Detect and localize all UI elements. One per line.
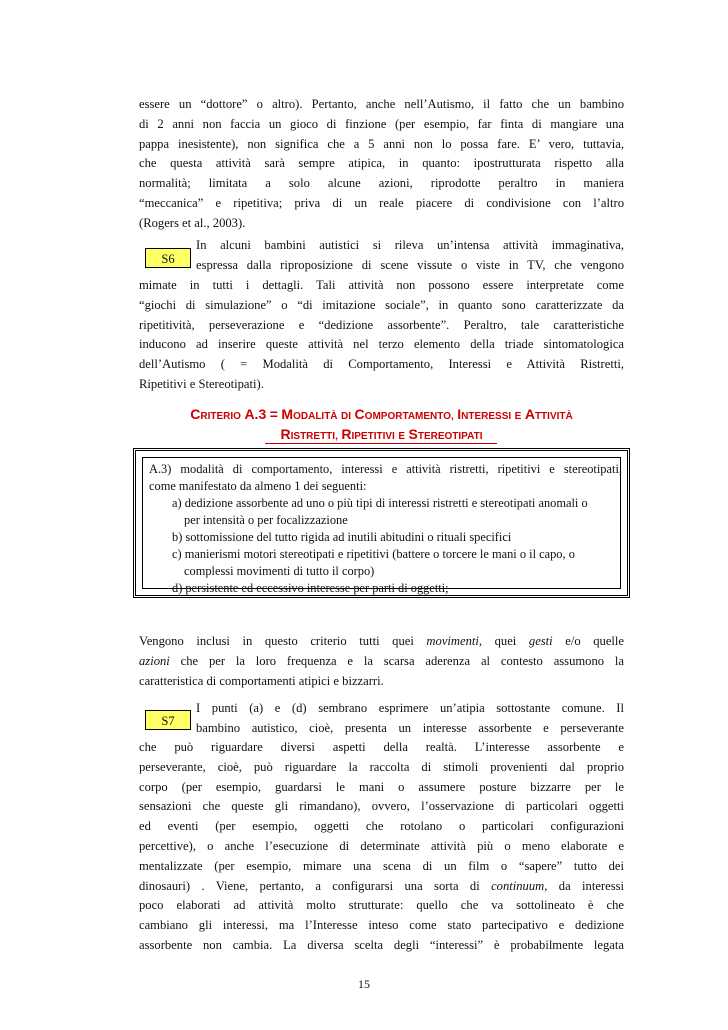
text-line: mentalizzate (per esempio, mimare una scena di un film o “sapere” tutto dei [139, 858, 624, 873]
s7-badge: S7 [145, 710, 191, 730]
text-line: Ripetitivi e Stereotipati). [139, 376, 264, 391]
text-line: I punti (a) e (d) sembrano esprimere un’atipia sottostante comune. Il [196, 701, 624, 715]
criterion-intro-2: come manifestato da almeno 1 dei seguenti: [149, 479, 367, 493]
italic-term: gesti [528, 634, 553, 648]
italic-term: azioni [139, 653, 170, 668]
text-line [139, 652, 624, 672]
criterion-heading-line-1 [139, 405, 624, 426]
heading-word: A.3 [244, 406, 267, 422]
text-run: , quei [478, 634, 529, 648]
heading-word: COMPORTAMENTO, [354, 406, 454, 422]
text-line: che può riguardare diversi aspetti della realtà. L’interesse assorbente e [139, 740, 624, 754]
heading-word: RISTRETTI, [280, 426, 338, 442]
text-line: perseverante, cioè, può riguardare la raccolta di stimoli provenienti dal proprio [139, 759, 624, 774]
s7-paragraph [139, 738, 624, 956]
text-line: che questa attività sarà sempre atipica, in quanto: ipostrutturata rispetto alla [139, 156, 624, 171]
text-line: bambino autistico, cioè, presenta un interesse assorbente e perseverante [196, 720, 624, 735]
text-line [139, 632, 624, 652]
s6-first-lines [196, 236, 624, 276]
text-line [139, 877, 624, 897]
heading-word: RIPETITIVI [341, 426, 395, 442]
heading-word: INTERESSI [457, 406, 512, 422]
criterion-item-d: d) persistente ed eccessivo interesse per parti di oggetti; [172, 581, 449, 595]
text-line: di 2 anni non faccia un gioco di finzione (per esempio, far finta di mangiare una [139, 116, 624, 131]
text-run: dinosauri) . Viene, pertanto, a configurarsi una sorta di [139, 878, 492, 893]
text-line: assorbente non cambia. La diversa scelta degli “interessi” è probabilmente legata [139, 937, 624, 952]
text-line: inducono ad inserire queste attività nel terzo elemento della triade sintomatologica [139, 337, 624, 352]
text-run: Vengono inclusi in questo criterio tutti quei [139, 634, 427, 648]
text-line: poco elaborati ad attività molto strutturate: quello che va sottolineato è che [139, 898, 624, 913]
heading-word: STEREOTIPATI [408, 426, 483, 442]
heading-word: ATTIVITÀ [524, 406, 573, 422]
text-line: cambiano gli interessi, ma l’Interesse inteso come stato partecipativo e dedizione [139, 918, 624, 933]
text-run: che per la loro frequenza e la scarsa aderenza al contesto assumono la [169, 653, 624, 668]
text-line: essere un “dottore” o altro). Pertanto, anche nell’Autismo, il fatto che un bambino [139, 97, 624, 111]
criterion-item-a-cont: per intensità o per focalizzazione [184, 513, 348, 527]
text-line: mimate in tutti i dettagli. Tali attività non possono essere interpretate come [139, 278, 624, 292]
text-line: “meccanica” e ripetitiva; priva di un reale piacere di condivisione con l’altro [139, 195, 624, 210]
paragraph-1 [139, 95, 624, 234]
heading-word: CRITERIO [190, 406, 241, 422]
italic-term: continuum [491, 878, 545, 893]
text-run: e/o quelle [552, 634, 624, 648]
paragraph-2 [139, 632, 624, 691]
criterion-item-c: c) manierismi motori stereotipati e ripetitivi (battere o torcere le mani o il capo, o [172, 547, 575, 561]
italic-term: movimenti [426, 634, 479, 648]
text-line: espressa dalla riproposizione di scene vissute o viste in TV, che vengono [196, 257, 624, 272]
criterion-item-b: b) sottomissione del tutto rigida ad inutili abitudini o rituali specifici [172, 530, 512, 544]
text-line: sensazioni che queste gli rimandano), ovvero, l’osservazione di particolari oggetti [139, 799, 624, 814]
text-line: percettive), o anche l’esecuzione di determinate attività più o meno elaborate e [139, 838, 624, 853]
criterion-item-c-cont: complessi movimenti di tutto il corpo) [184, 564, 375, 578]
text-line: caratteristica di comportamenti atipici e bizzarri. [139, 673, 384, 688]
heading-word: DI [341, 411, 352, 422]
s6-badge: S6 [145, 248, 191, 268]
text-line: pappa inesistente), non significa che a 5 anni non lo possa fare. E’ vero, tuttavia, [139, 136, 624, 151]
heading-word: E [514, 411, 522, 422]
text-line: dell’Autismo ( = Modalità di Comportamento, Interessi e Attività Ristretti, [139, 357, 624, 372]
criterion-intro-1: A.3) modalità di comportamento, interessi e attività ristretti, ripetitivi e stereotipati, [149, 462, 622, 476]
text-run: , da interessi [544, 878, 624, 893]
heading-word: E [398, 431, 405, 442]
heading-underline [265, 443, 497, 444]
text-line: In alcuni bambini autistici si rileva un’intensa attività immaginativa, [196, 238, 624, 252]
s7-first-lines [196, 699, 624, 739]
s6-paragraph [139, 276, 624, 395]
text-line: “giochi di simulazione” o “di imitazione sociale”, in quanto sono caratterizzate da [139, 297, 624, 312]
text-line: corpo (per esempio, guardarsi le mani o assumere posture bizzarre per le [139, 779, 624, 794]
text-line: ripetitività, perseverazione e “dedizione assorbente”. Peraltro, tale caratteristiche [139, 317, 624, 332]
criterion-item-a: a) dedizione assorbente ad uno o più tipi di interessi ristretti e stereotipati anomali o [172, 496, 588, 510]
heading-word: MODALITÀ [281, 406, 338, 422]
heading-word: = [269, 406, 278, 422]
text-line: normalità; limitata a solo alcune azioni, riprodotte peraltro in maniera [139, 176, 624, 191]
page-number: 15 [358, 977, 370, 991]
text-line: (Rogers et al., 2003). [139, 215, 246, 230]
text-line: ed eventi (per esempio, oggetti che rotolano o particolari configurazioni [139, 819, 624, 834]
